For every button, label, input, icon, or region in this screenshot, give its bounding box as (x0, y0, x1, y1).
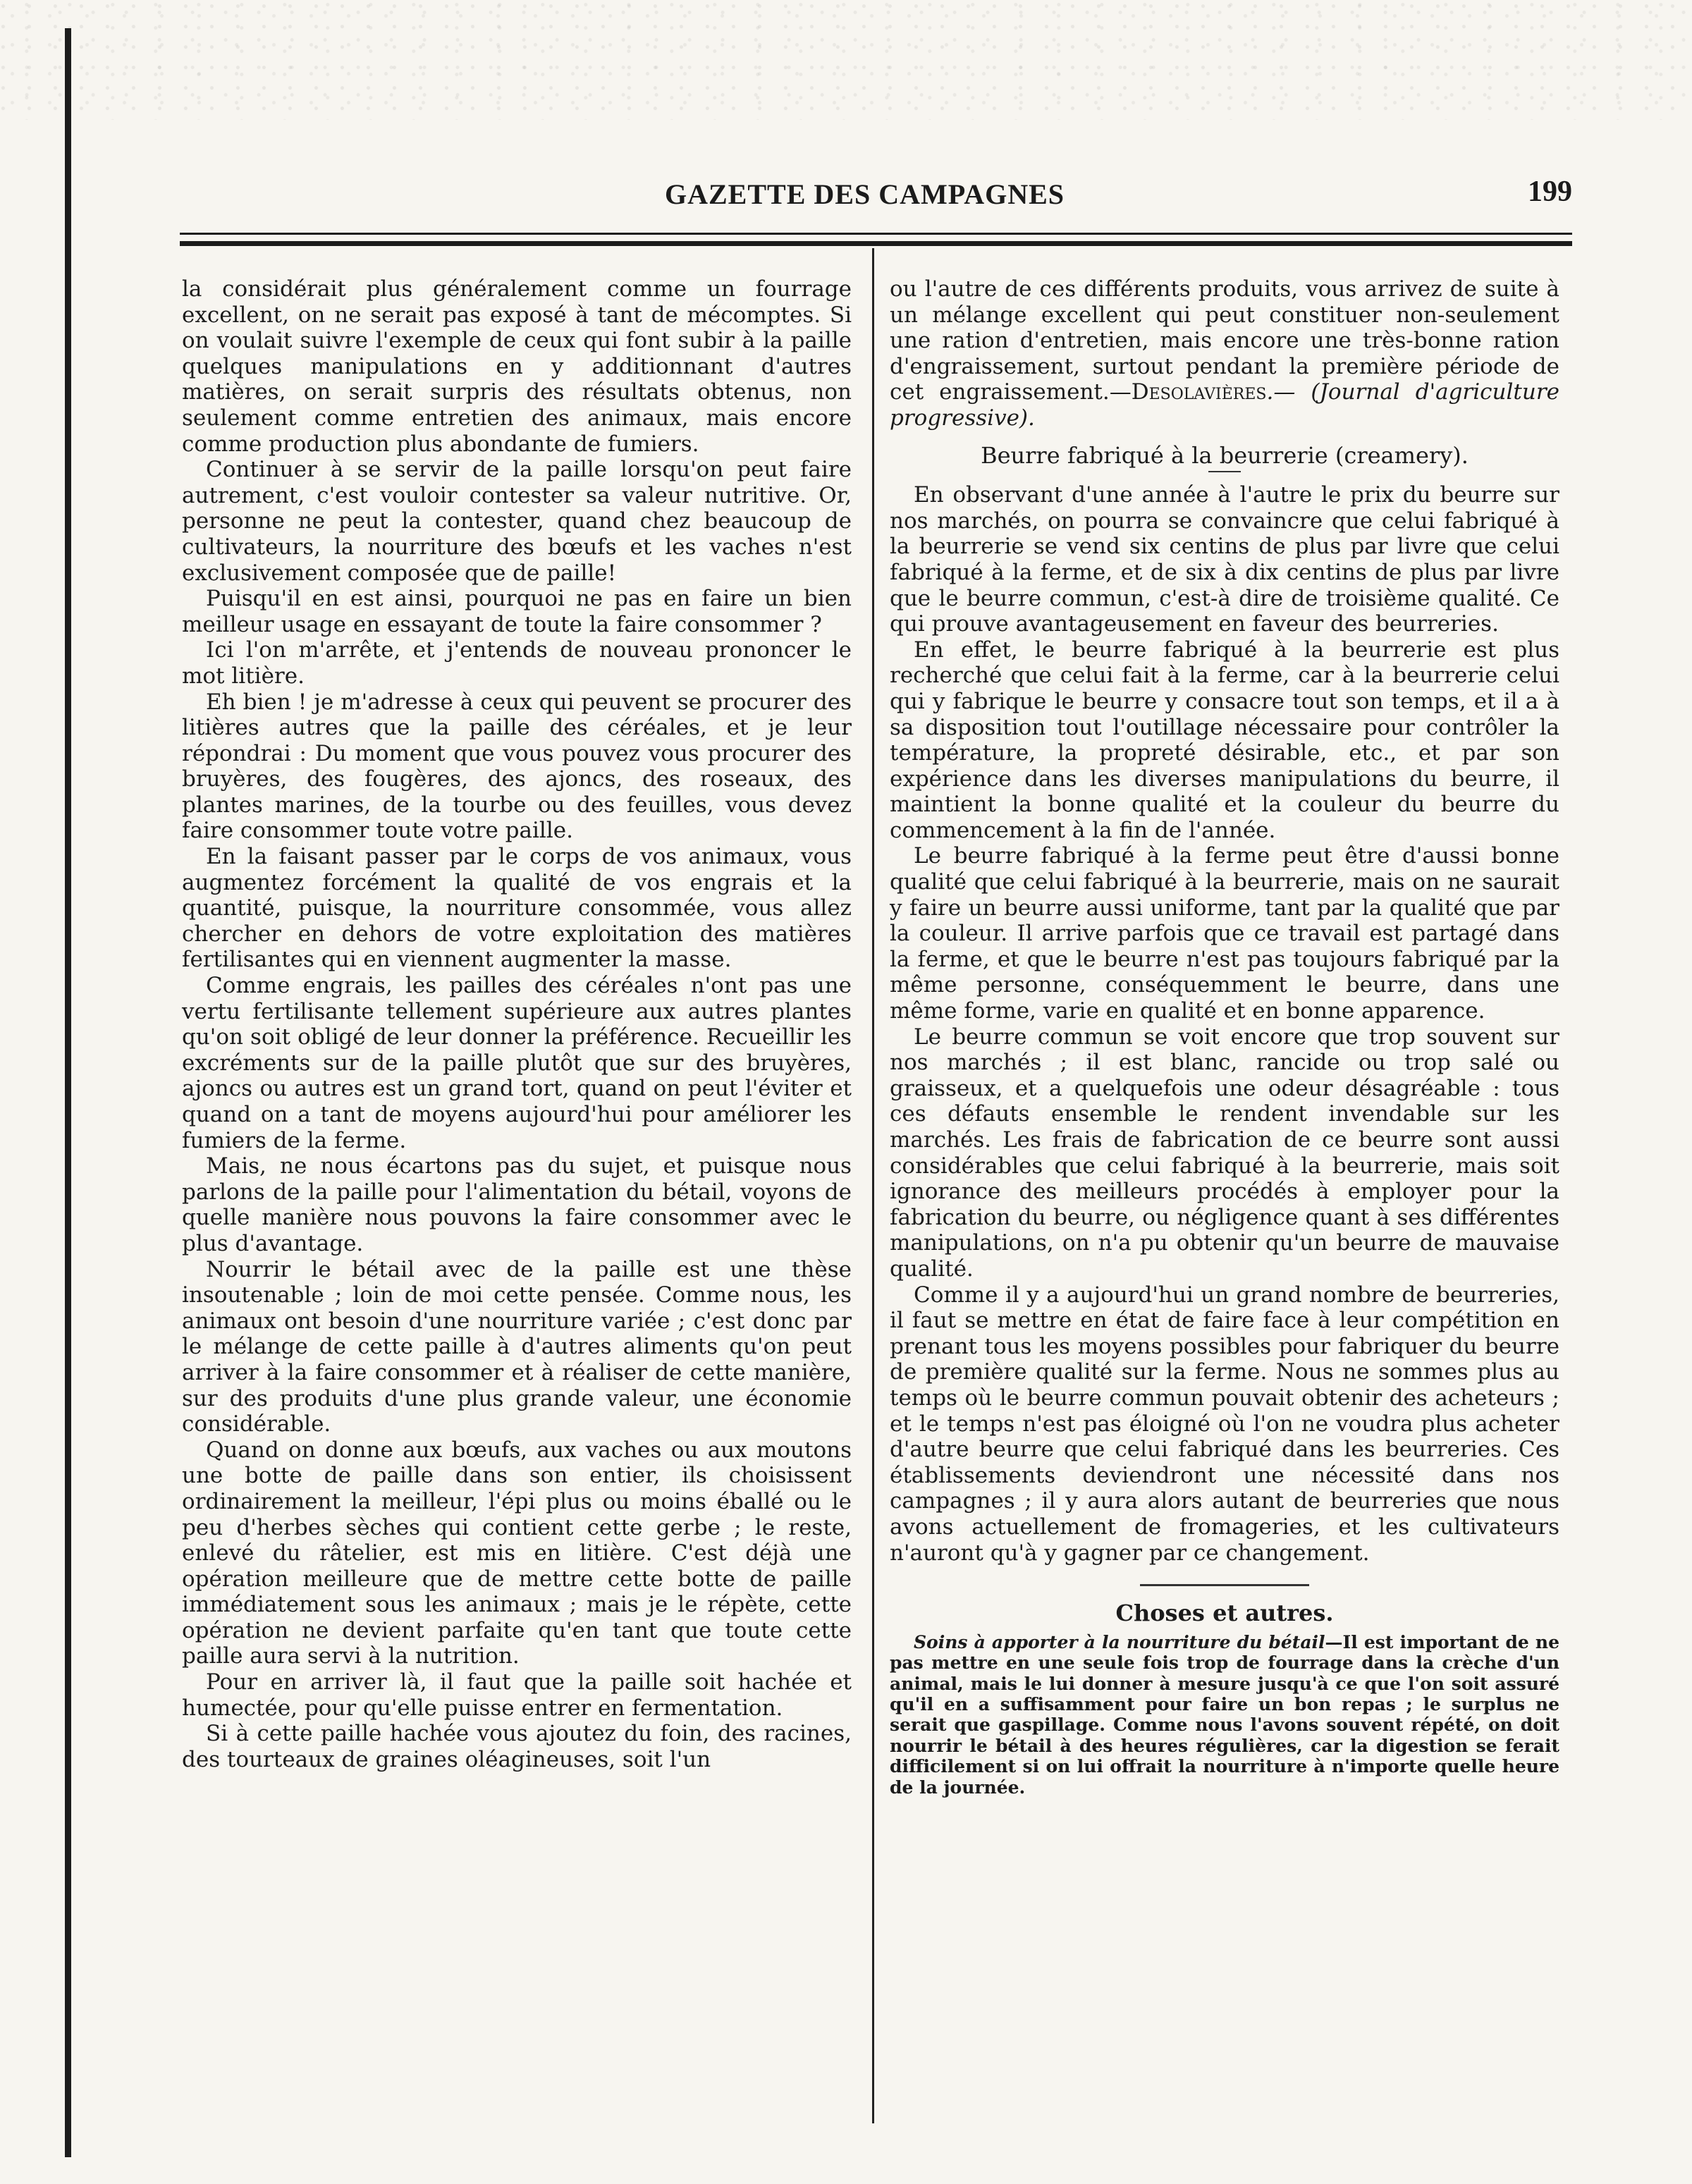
section-title: Choses et autres. (1115, 1600, 1334, 1627)
page-header (180, 175, 1572, 217)
paragraph: Eh bien ! je m'adresse à ceux qui peuvent se procurer des litières autres que la paille des céréales, et je leur répondrai : Du moment que vous pouvez vous procurer des bruyères, des fougères, des ajoncs, des roseaux, des plantes marines, de la tourbe ou des feuilles, vous devez faire consommer toute votre paille. (182, 689, 852, 844)
paragraph: Quand on donne aux bœufs, aux vaches ou aux moutons une botte de paille dans son entier, ils choisissent ordinairement la meilleur, l'épi plus ou moins éballé ou le peu d'herbes sèches qui contient cette gerbe ; le reste, enlevé du râtelier, est mis en litière. C'est déjà une opération meilleure que de mettre cette botte de paille immédiatement sous les animaux ; mais je le répète, cette opération ne devient parfaite qu'en tant que toute cette paille aura servi à la nutrition. (182, 1437, 852, 1669)
title-rule (1208, 471, 1241, 472)
paragraph: Nourrir le bétail avec de la paille est une thèse insoutenable ; loin de moi cette pensée. Comme nous, les animaux ont besoin d'une nourriture variée ; c'est donc par le mélange de cette paille à d'autres aliments qu'on peut arriver à la faire consommer et à réaliser de cette manière, sur des produits d'une plus grande valeur, une économie considérable. (182, 1256, 852, 1437)
continuation-text: ou l'autre de ces différents produits, vous arrivez de suite à un mélange excellent qui peut constituer non-seulement une ration d'entretien, mais encore une très-bonne ration d'engraissement, surtout pendant la première période de cet engraissement.— (890, 276, 1559, 405)
paragraph: En observant d'une année à l'autre le prix du beurre sur nos marchés, on pourra se convaincre que celui fabriqué à la beurrerie se vend six centins de plus par livre que celui fabriqué à la ferme, et de six à dix centins de plus par livre que le beurre commun, c'est-à dire de troisième qualité. Ce qui prouve avantageusement en faveur des beurreries. (890, 482, 1559, 637)
column-divider (872, 248, 874, 2123)
right-column (890, 276, 1559, 1798)
article-title: Beurre fabriqué à la beurrerie (creamery). (981, 441, 1469, 469)
paragraph: Si à cette paille hachée vous ajoutez du foin, des racines, des tourteaux de graines oléagineuses, soit l'un (182, 1721, 852, 1772)
paragraph: Le beurre commun se voit encore que trop souvent sur nos marchés ; il est blanc, rancide ou trop salé ou graisseux, et a quelquefois une odeur désagréable : tous ces défauts ensemble le rendent invendable sur les marchés. Les frais de fabrication de ce beurre sont aussi considérables que celui fabriqué à la beurrerie, mais soit ignorance des meilleurs procédés à employer pour la fabrication du beurre, ou négligence quant à ses différentes manipulations, on n'a pu obtenir qu'un beurre de mauvaise qualité. (890, 1024, 1559, 1282)
brief-lead: Soins à apporter à la nourriture du bétail (914, 1631, 1325, 1652)
brief-text: —Il est important de ne pas mettre en une seule fois trop de fourrage dans la crèche d'un animal, mais le lui donner à mesure jusqu'à ce que l'on soit assuré qu'il en a suffisamment pour faire un bon repas ; le surplus ne serait que gaspillage. Comme nous l'avons souvent répété, on doit nourrir le bétail à des heures régulières, car la digestion se ferait difficilement si on lui offrait la nourriture à n'importe quelle heure de la journée. (890, 1631, 1559, 1798)
paragraph: Le beurre fabriqué à la ferme peut être d'aussi bonne qualité que celui fabriqué à la beurrerie, mais on ne saurait y faire un beurre aussi uniforme, tant par la qualité que par la couleur. Il arrive parfois que ce travail est partagé dans la ferme, et que le beurre n'est pas toujours fabriqué par la même personne, conséquemment le beurre, dans une même forme, varie en qualité et en bonne apparence. (890, 843, 1559, 1024)
page-number: 199 (1528, 176, 1572, 208)
paragraph: En la faisant passer par le corps de vos animaux, vous augmentez forcément la qualité de vos engrais et la quantité, puisque, la nourriture consommée, vous allez chercher en dehors de votre exploitation des matières fertilisantes qui en viennent augmenter la masse. (182, 844, 852, 973)
paragraph: Pour en arriver là, il faut que la paille soit hachée et humectée, pour qu'elle puisse entrer en fermentation. (182, 1669, 852, 1721)
binding-edge-rule (65, 28, 71, 2157)
author-name: Desolavières (1131, 379, 1267, 405)
paragraph: Comme engrais, les pailles des céréales n'ont pas une vertu fertilisante tellement supérieure aux autres plantes qu'on soit obligé de leur donner la préférence. Recueillir les excréments sur de la paille plutôt que sur des bruyères, ajoncs ou autres est un grand tort, quand on peut l'éviter et quand on a tant de moyens aujourd'hui pour améliorer les fumiers de la ferme. (182, 973, 852, 1153)
paragraph: Mais, ne nous écartons pas du sujet, et puisque nous parlons de la paille pour l'alimentation du bétail, voyons de quelle manière nous pouvons la faire consommer avec le plus d'avantage. (182, 1153, 852, 1256)
paragraph: Ici l'on m'arrête, et j'entends de nouveau prononcer le mot litière. (182, 637, 852, 689)
left-column (182, 276, 852, 1772)
section-divider (1140, 1584, 1309, 1586)
paragraph: Puisqu'il en est ainsi, pourquoi ne pas en faire un bien meilleur usage en essayant de toute la faire consommer ? (182, 586, 852, 637)
continued-paragraph (890, 276, 1559, 431)
header-rule-thin (180, 233, 1572, 235)
paragraph: Comme il y a aujourd'hui un grand nombre de beurreries, il faut se mettre en état de faire face à leur compétition en prenant tous les moyens possibles pour fabriquer du beurre de première qualité sur la ferme. Nous ne sommes plus au temps où le beurre commun pouvait obtenir des acheteurs ; et le temps n'est pas éloigné où l'on ne voudra plus acheter d'autre beurre que celui fabriqué dans les beurreries. Ces établissements deviendront une nécessité dans nos campagnes ; il y aura alors autant de beurreries que nous avons actuellement de fromageries, et les cultivateurs n'auront qu'à y gagner par ce changement. (890, 1282, 1559, 1566)
source-citation: .— (Journal d'agriculture progressive). (890, 379, 1559, 431)
paragraph: Continuer à se servir de la paille lorsqu'on peut faire autrement, c'est vouloir contester sa valeur nutritive. Or, personne ne peut la contester, quand chez beaucoup de cultivateurs, la nourriture des bœufs et les vaches n'est exclusivement composée que de paille! (182, 457, 852, 586)
publication-title: GAZETTE DES CAMPAGNES (665, 178, 1065, 210)
news-brief (890, 1632, 1559, 1798)
print-noise (0, 0, 1692, 120)
paragraph: En effet, le beurre fabriqué à la beurrerie est plus recherché que celui fait à la ferme, car à la beurrerie celui qui y fabrique le beurre y consacre tout son temps, et il a à sa disposition tout l'outillage nécessaire pour contrôler la température, la propreté désirable, etc., et par son expérience dans les diverses manipulations du beurre, il maintient la bonne qualité et la couleur du beurre du commencement à la fin de l'année. (890, 637, 1559, 843)
paragraph: la considérait plus généralement comme un fourrage excellent, on ne serait pas exposé à tant de mécomptes. Si on voulait suivre l'exemple de ceux qui font subir à la paille quelques manipulations en y additionnant d'autres matières, on serait surpris des résultats obtenus, non seulement comme entretien des animaux, mais encore comme production plus abondante de fumiers. (182, 276, 852, 457)
header-rule-thick (180, 241, 1572, 246)
